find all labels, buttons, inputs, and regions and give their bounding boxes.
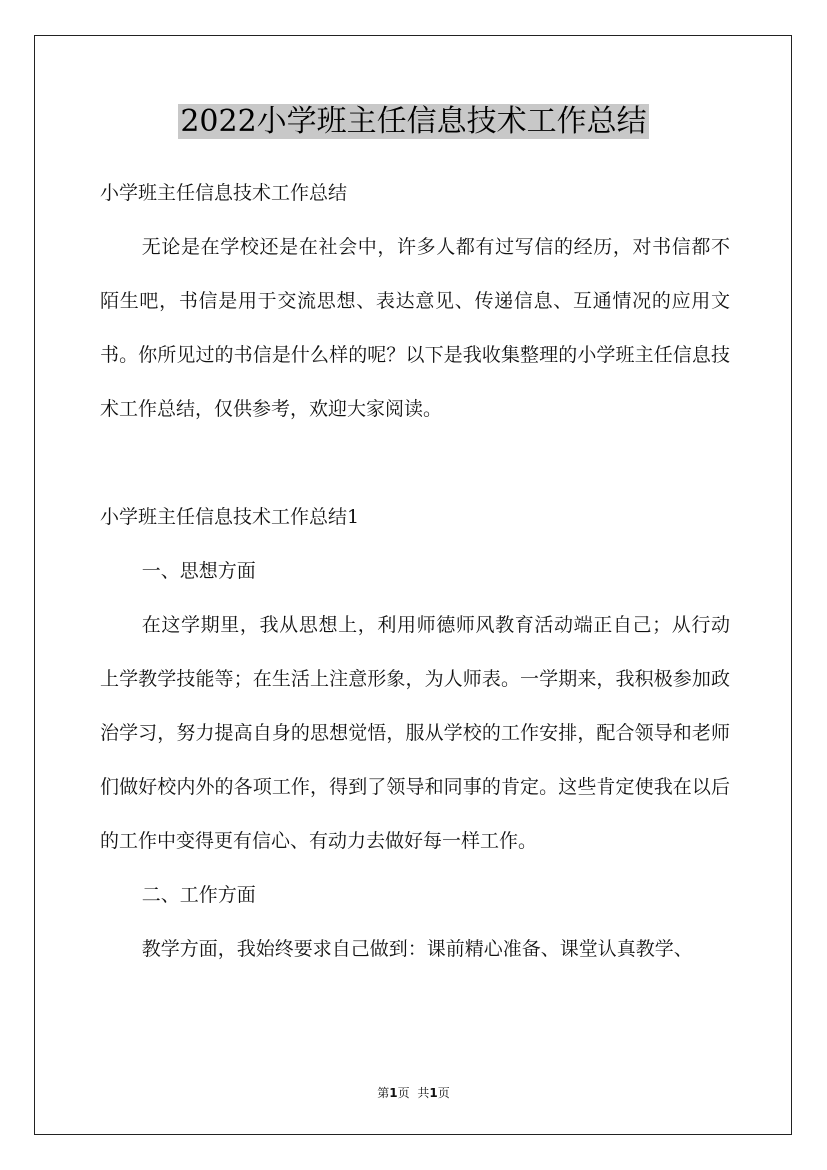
total-pages: 1 [429,1086,438,1100]
document-title [0,100,827,144]
section-heading: 小学班主任信息技术工作总结1 [100,506,360,528]
subsection-heading-1: 一、思想方面 [141,560,256,582]
document-body [100,166,730,976]
document-title-text: 2022小学班主任信息技术工作总结 [180,104,647,139]
page-suffix: 页 [397,1086,410,1100]
subsection-body-1: 在这学期里，我从思想上，利用师德师风教育活动端正自己；从行动上学教学技能等；在生活上注意形象，为人师表。一学期来，我积极参加政治学习，努力提高自身的思想觉悟，服从学校的工作安排，配合领导和老师们做好校内外的各项工作，得到了领导和同事的肯定。这些肯定使我在以后的工作中变得更有信心、有动力去做好每一样工作。 [100,614,730,852]
subtitle: 小学班主任信息技术工作总结 [100,182,348,204]
page-number: 1 [389,1086,398,1100]
page-prefix: 第 [377,1086,390,1100]
page-footer [0,1084,827,1101]
subsection-heading-2: 二、工作方面 [141,884,256,906]
intro-paragraph: 无论是在学校还是在社会中，许多人都有过写信的经历，对书信都不陌生吧，书信是用于交流思想、表达意见、传递信息、互通情况的应用文书。你所见过的书信是什么样的呢？以下是我收集整理的小学班主任信息技术工作总结，仅供参考，欢迎大家阅读。 [100,236,730,420]
total-suffix: 页 [437,1086,450,1100]
total-prefix: 共 [417,1086,430,1100]
subsection-body-2: 教学方面，我始终要求自己做到：课前精心准备、课堂认真教学、 [141,938,693,960]
